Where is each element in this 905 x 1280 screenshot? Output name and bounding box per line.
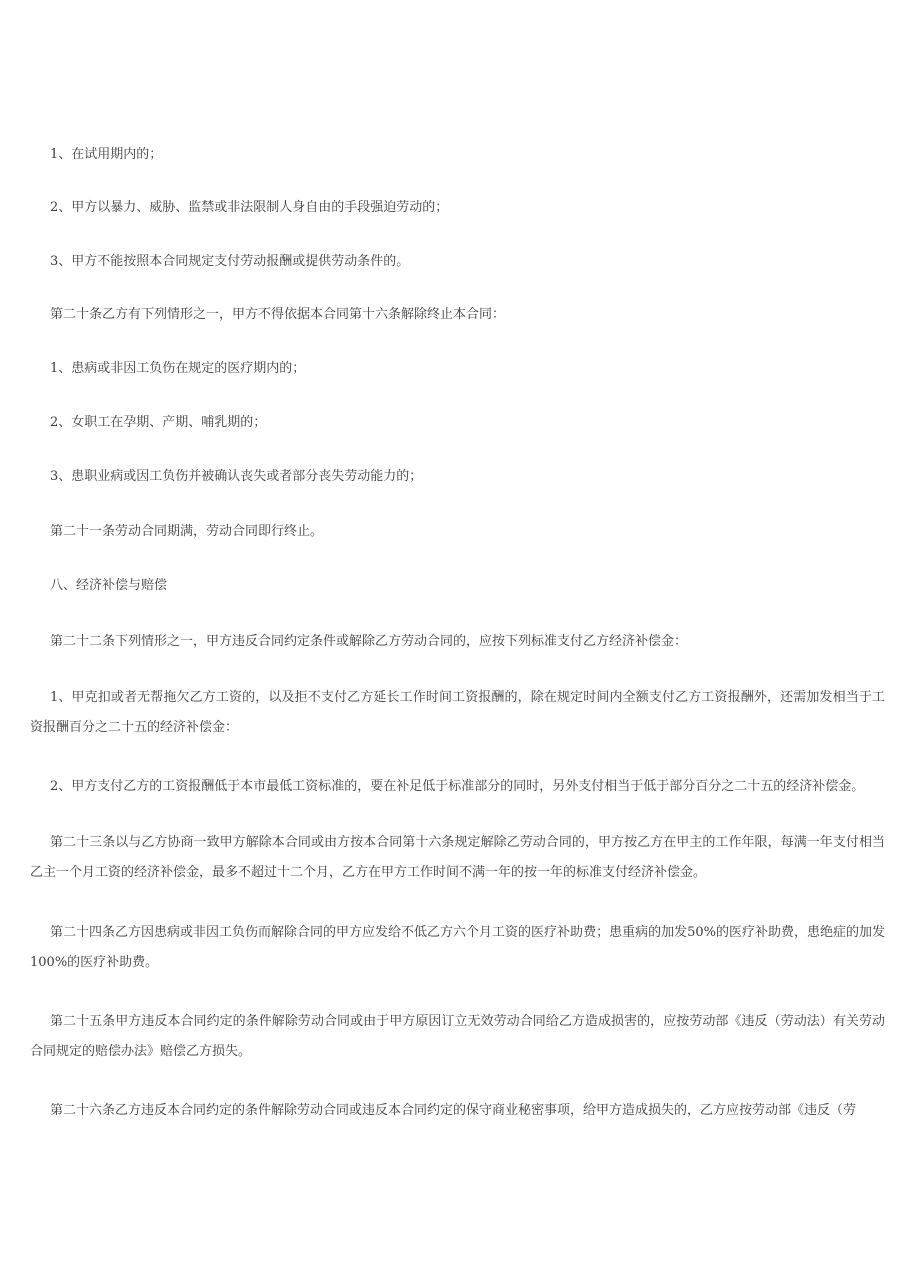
- article-24: 第二十四条乙方因患病或非因工负伤而解除合同的甲方应发给不低乙方六个月工资的医疗补助费；患重病的加发50%的医疗补助费，患绝症的加发100%的医疗补助费。: [30, 925, 885, 970]
- paragraph-2: 2、甲方以暴力、威胁、监禁或非法限制人身自由的手段强迫劳动的；: [50, 200, 449, 215]
- article-20: 第二十条乙方有下列情形之一，甲方不得依据本合同第十六条解除终止本合同：: [50, 307, 506, 322]
- article-21: 第二十一条劳动合同期满，劳动合同即行终止。: [50, 524, 324, 539]
- paragraph-1: 1、在试用期内的；: [50, 147, 163, 162]
- compensation-item-1: 1、甲克扣或者无帮拖欠乙方工资的，以及拒不支付乙方延长工作时间工资报酬的，除在规定时间内全额支付乙方工资报酬外，还需加发相当于工资报酬百分之二十五的经济补偿金：: [30, 690, 885, 735]
- paragraph-3: 3、甲方不能按照本合同规定支付劳动报酬或提供劳动条件的。: [50, 254, 410, 269]
- article-22: 第二十二条下列情形之一，甲方违反合同约定条件或解除乙方劳动合同的，应按下列标准支付乙方经济补偿金：: [50, 634, 688, 649]
- article-25: 第二十五条甲方违反本合同约定的条件解除劳动合同或由于甲方原因订立无效劳动合同给乙方造成损害的，应按劳动部《违反（劳动法）有关劳动合同规定的赔偿办法》赔偿乙方损失。: [30, 1014, 885, 1059]
- paragraph-4: 1、患病或非因工负伤在规定的医疗期内的；: [50, 361, 306, 376]
- compensation-item-2: 2、甲方支付乙方的工资报酬低于本市最低工资标准的，要在补足低于标准部分的同时，另外支付相当于低于部分百分之二十五的经济补偿金。: [50, 779, 865, 794]
- article-26: 第二十六条乙方违反本合同约定的条件解除劳动合同或违反本合同约定的保守商业秘密事项，给甲方造成损失的，乙方应按劳动部《违反（劳: [50, 1103, 857, 1118]
- paragraph-6: 3、患职业病或因工负伤并被确认丧失或者部分丧失劳动能力的；: [50, 469, 423, 484]
- paragraph-5: 2、女职工在孕期、产期、哺乳期的；: [50, 415, 267, 430]
- article-23: 第二十三条以与乙方协商一致甲方解除本合同或由方按本合同第十六条规定解除乙劳动合同的，甲方按乙方在甲主的工作年限，每满一年支付相当乙主一个月工资的经济补偿金，最多不超过十二个月，乙方在甲方工作时间不满一年的按一年的标准支付经济补偿金。: [30, 835, 885, 880]
- section-heading: 八、经济补偿与赔偿: [50, 578, 168, 593]
